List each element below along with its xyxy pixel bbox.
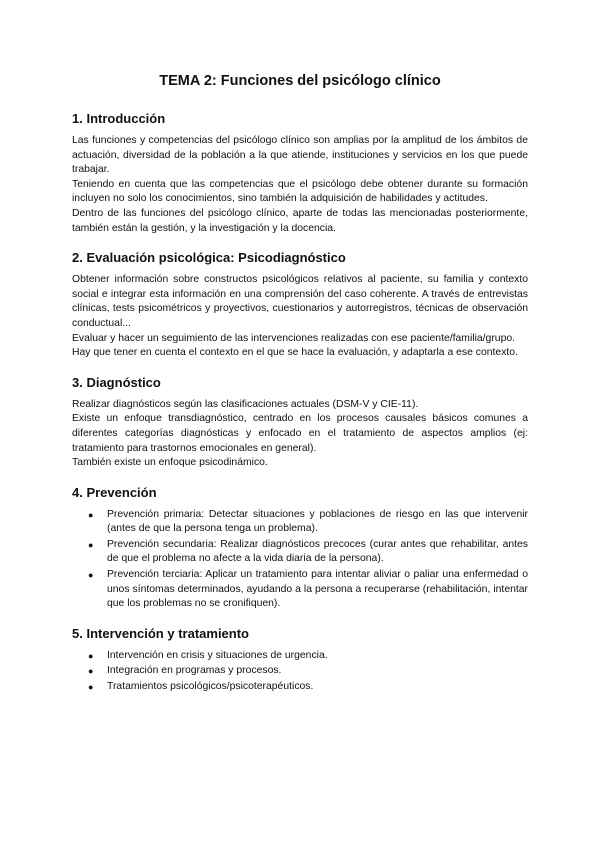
section-heading: 5. Intervención y tratamiento bbox=[72, 625, 249, 641]
paragraph: Realizar diagnósticos según las clasificaciones actuales (DSM-V y CIE-11). bbox=[72, 398, 419, 410]
section-diagnostico bbox=[72, 374, 528, 471]
document-title: TEMA 2: Funciones del psicólogo clínico bbox=[159, 73, 441, 89]
section-heading: 4. Prevención bbox=[72, 484, 157, 500]
section-heading: 1. Introducción bbox=[72, 111, 166, 126]
bullet-icon: ● bbox=[88, 539, 94, 550]
list-item-text: Prevención secundaria: Realizar diagnósticos precoces (curar antes que rehabilitar, antes de que el problema no afecte a la vida diaria de la persona). bbox=[107, 538, 528, 565]
list-item-text: Integración en programas y procesos. bbox=[107, 665, 282, 677]
bullet-icon: ● bbox=[88, 682, 94, 693]
bullet-list bbox=[72, 649, 528, 695]
bullet-icon: ● bbox=[88, 666, 94, 677]
list-item bbox=[72, 664, 528, 679]
list-item bbox=[72, 680, 528, 695]
paragraph: Dentro de las funciones del psicólogo clínico, aparte de todas las mencionadas posteriormente, también están la gestión, y la investigación y la docencia. bbox=[72, 207, 528, 234]
list-item-text: Intervención en crisis y situaciones de urgencia. bbox=[107, 649, 328, 661]
paragraph: Obtener información sobre constructos psicológicos relativos al paciente, su familia y contexto social e integrar esta información en una comprensión del caso coherente. A través de entrevistas clínicas, tests psicométricos y proyectivos, cuestionarios y autorregistros, técnicas de observación conductual... bbox=[72, 274, 528, 329]
paragraph: También existe un enfoque psicodinámico. bbox=[72, 457, 268, 469]
list-item bbox=[72, 508, 528, 537]
paragraph: Existe un enfoque transdiagnóstico, centrado en los procesos causales básicos comunes a diferentes categorías diagnósticas y enfocado en el tratamiento de aspectos amplios (ej: tratamiento para trastornos emocionales en general). bbox=[72, 413, 528, 454]
paragraph: Teniendo en cuenta que las competencias que el psicólogo debe obtener durante su formación incluyen no solo los conocimientos, sino también la adquisición de habilidades y actitudes. bbox=[72, 178, 528, 205]
list-item-text: Tratamientos psicológicos/psicoterapéuticos. bbox=[107, 681, 314, 693]
section-heading: 3. Diagnóstico bbox=[72, 374, 161, 390]
section-intervencion bbox=[72, 625, 528, 695]
list-item-text: Prevención terciaria: Aplicar un tratamiento para intentar aliviar o paliar una enfermedad o unos síntomas determinados, ayudando a la persona a recuperarse (rehabilitación, intentar que los problemas no se cronifiquen). bbox=[107, 569, 528, 610]
bullet-icon: ● bbox=[88, 570, 94, 581]
section-heading: 2. Evaluación psicológica: Psicodiagnóstico bbox=[72, 250, 346, 266]
bullet-list bbox=[72, 508, 528, 612]
bullet-icon: ● bbox=[88, 650, 94, 661]
section-introduccion bbox=[72, 110, 528, 236]
bullet-icon: ● bbox=[88, 509, 94, 520]
section-prevencion bbox=[72, 484, 528, 612]
paragraph: Las funciones y competencias del psicólogo clínico son amplias por la amplitud de los ámbitos de actuación, diversidad de la población a la que atiende, instituciones y servicios en los que puede trabajar. bbox=[72, 135, 528, 176]
section-evaluacion bbox=[72, 249, 528, 361]
list-item bbox=[72, 649, 528, 664]
paragraph: Evaluar y hacer un seguimiento de las intervenciones realizadas con ese paciente/familia/grupo. bbox=[72, 332, 516, 344]
list-item-text: Prevención primaria: Detectar situaciones y poblaciones de riesgo en las que intervenir (antes de que la persona tenga un problema). bbox=[107, 508, 528, 535]
list-item bbox=[72, 538, 528, 567]
list-item bbox=[72, 568, 528, 612]
paragraph: Hay que tener en cuenta el contexto en el que se hace la evaluación, y adaptarla a ese contexto. bbox=[72, 347, 518, 359]
